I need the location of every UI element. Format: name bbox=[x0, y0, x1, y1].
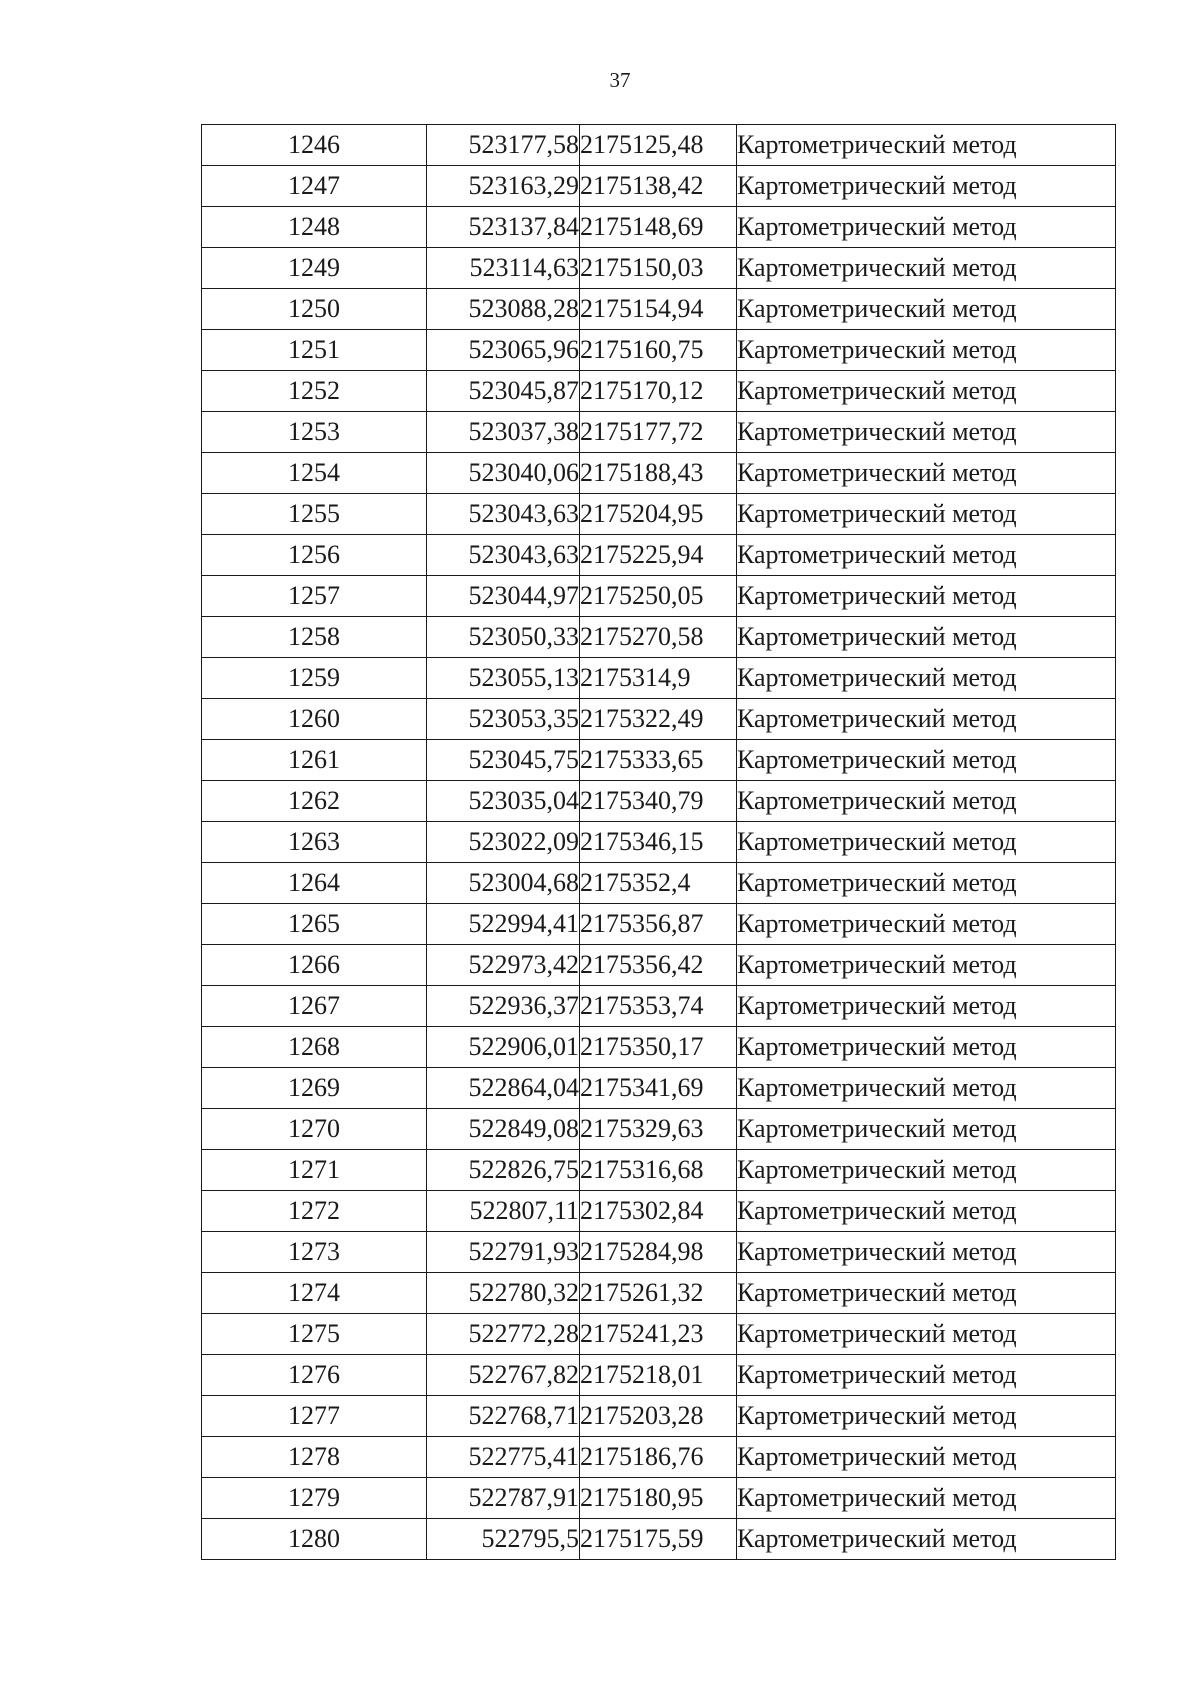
method-cell: Картометрический метод bbox=[737, 658, 1116, 699]
y-coordinate-cell: 2175353,74 bbox=[580, 986, 737, 1027]
point-number-cell: 1248 bbox=[202, 207, 427, 248]
table-row bbox=[202, 1273, 1116, 1314]
x-coordinate-cell: 522826,75 bbox=[427, 1150, 580, 1191]
method-cell: Картометрический метод bbox=[737, 248, 1116, 289]
y-coordinate-cell: 2175148,69 bbox=[580, 207, 737, 248]
table-row bbox=[202, 1437, 1116, 1478]
x-coordinate-cell: 523043,63 bbox=[427, 535, 580, 576]
method-cell: Картометрический метод bbox=[737, 1232, 1116, 1273]
y-coordinate-cell: 2175284,98 bbox=[580, 1232, 737, 1273]
x-coordinate-cell: 522849,08 bbox=[427, 1109, 580, 1150]
x-coordinate-cell: 522994,41 bbox=[427, 904, 580, 945]
y-coordinate-cell: 2175302,84 bbox=[580, 1191, 737, 1232]
point-number-cell: 1251 bbox=[202, 330, 427, 371]
x-coordinate-cell: 523137,84 bbox=[427, 207, 580, 248]
method-cell: Картометрический метод bbox=[737, 125, 1116, 166]
x-coordinate-cell: 523043,63 bbox=[427, 494, 580, 535]
method-cell: Картометрический метод bbox=[737, 1068, 1116, 1109]
method-cell: Картометрический метод bbox=[737, 1355, 1116, 1396]
point-number-cell: 1249 bbox=[202, 248, 427, 289]
table-row bbox=[202, 617, 1116, 658]
point-number-cell: 1264 bbox=[202, 863, 427, 904]
x-coordinate-cell: 523044,97 bbox=[427, 576, 580, 617]
x-coordinate-cell: 523035,04 bbox=[427, 781, 580, 822]
method-cell: Картометрический метод bbox=[737, 494, 1116, 535]
table-row bbox=[202, 330, 1116, 371]
method-cell: Картометрический метод bbox=[737, 412, 1116, 453]
table-row bbox=[202, 125, 1116, 166]
x-coordinate-cell: 523088,28 bbox=[427, 289, 580, 330]
y-coordinate-cell: 2175356,87 bbox=[580, 904, 737, 945]
point-number-cell: 1277 bbox=[202, 1396, 427, 1437]
y-coordinate-cell: 2175160,75 bbox=[580, 330, 737, 371]
table-row bbox=[202, 904, 1116, 945]
method-cell: Картометрический метод bbox=[737, 535, 1116, 576]
method-cell: Картометрический метод bbox=[737, 986, 1116, 1027]
point-number-cell: 1263 bbox=[202, 822, 427, 863]
point-number-cell: 1268 bbox=[202, 1027, 427, 1068]
x-coordinate-cell: 523045,75 bbox=[427, 740, 580, 781]
point-number-cell: 1278 bbox=[202, 1437, 427, 1478]
page-number: 37 bbox=[609, 68, 631, 92]
y-coordinate-cell: 2175203,28 bbox=[580, 1396, 737, 1437]
y-coordinate-cell: 2175316,68 bbox=[580, 1150, 737, 1191]
method-cell: Картометрический метод bbox=[737, 1437, 1116, 1478]
point-number-cell: 1274 bbox=[202, 1273, 427, 1314]
method-cell: Картометрический метод bbox=[737, 1519, 1116, 1560]
table-row bbox=[202, 166, 1116, 207]
point-number-cell: 1258 bbox=[202, 617, 427, 658]
x-coordinate-cell: 522768,71 bbox=[427, 1396, 580, 1437]
y-coordinate-cell: 2175175,59 bbox=[580, 1519, 737, 1560]
table-row bbox=[202, 986, 1116, 1027]
y-coordinate-cell: 2175250,05 bbox=[580, 576, 737, 617]
x-coordinate-cell: 522767,82 bbox=[427, 1355, 580, 1396]
point-number-cell: 1253 bbox=[202, 412, 427, 453]
method-cell: Картометрический метод bbox=[737, 207, 1116, 248]
table-row bbox=[202, 535, 1116, 576]
point-number-cell: 1259 bbox=[202, 658, 427, 699]
y-coordinate-cell: 2175340,79 bbox=[580, 781, 737, 822]
method-cell: Картометрический метод bbox=[737, 617, 1116, 658]
point-number-cell: 1254 bbox=[202, 453, 427, 494]
point-number-cell: 1260 bbox=[202, 699, 427, 740]
method-cell: Картометрический метод bbox=[737, 1191, 1116, 1232]
table-row bbox=[202, 412, 1116, 453]
point-number-cell: 1279 bbox=[202, 1478, 427, 1519]
y-coordinate-cell: 2175225,94 bbox=[580, 535, 737, 576]
point-number-cell: 1265 bbox=[202, 904, 427, 945]
method-cell: Картометрический метод bbox=[737, 1478, 1116, 1519]
method-cell: Картометрический метод bbox=[737, 576, 1116, 617]
method-cell: Картометрический метод bbox=[737, 330, 1116, 371]
method-cell: Картометрический метод bbox=[737, 289, 1116, 330]
table-row bbox=[202, 207, 1116, 248]
y-coordinate-cell: 2175218,01 bbox=[580, 1355, 737, 1396]
table-row bbox=[202, 1519, 1116, 1560]
x-coordinate-cell: 522795,5 bbox=[427, 1519, 580, 1560]
method-cell: Картометрический метод bbox=[737, 1109, 1116, 1150]
x-coordinate-cell: 522780,32 bbox=[427, 1273, 580, 1314]
table-row bbox=[202, 658, 1116, 699]
table-row bbox=[202, 1109, 1116, 1150]
method-cell: Картометрический метод bbox=[737, 371, 1116, 412]
point-number-cell: 1269 bbox=[202, 1068, 427, 1109]
method-cell: Картометрический метод bbox=[737, 699, 1116, 740]
method-cell: Картометрический метод bbox=[737, 863, 1116, 904]
y-coordinate-cell: 2175350,17 bbox=[580, 1027, 737, 1068]
point-number-cell: 1273 bbox=[202, 1232, 427, 1273]
method-cell: Картометрический метод bbox=[737, 1150, 1116, 1191]
y-coordinate-cell: 2175170,12 bbox=[580, 371, 737, 412]
x-coordinate-cell: 523055,13 bbox=[427, 658, 580, 699]
x-coordinate-cell: 522906,01 bbox=[427, 1027, 580, 1068]
method-cell: Картометрический метод bbox=[737, 945, 1116, 986]
table-row bbox=[202, 740, 1116, 781]
x-coordinate-cell: 522791,93 bbox=[427, 1232, 580, 1273]
point-number-cell: 1255 bbox=[202, 494, 427, 535]
table-row bbox=[202, 1355, 1116, 1396]
table-row bbox=[202, 1478, 1116, 1519]
method-cell: Картометрический метод bbox=[737, 822, 1116, 863]
point-number-cell: 1272 bbox=[202, 1191, 427, 1232]
y-coordinate-cell: 2175241,23 bbox=[580, 1314, 737, 1355]
x-coordinate-cell: 522772,28 bbox=[427, 1314, 580, 1355]
y-coordinate-cell: 2175125,48 bbox=[580, 125, 737, 166]
point-number-cell: 1276 bbox=[202, 1355, 427, 1396]
point-number-cell: 1270 bbox=[202, 1109, 427, 1150]
coordinates-table bbox=[201, 124, 1116, 1560]
table-row bbox=[202, 1150, 1116, 1191]
table-row bbox=[202, 1191, 1116, 1232]
table-row bbox=[202, 822, 1116, 863]
point-number-cell: 1280 bbox=[202, 1519, 427, 1560]
y-coordinate-cell: 2175341,69 bbox=[580, 1068, 737, 1109]
table-row bbox=[202, 289, 1116, 330]
y-coordinate-cell: 2175177,72 bbox=[580, 412, 737, 453]
method-cell: Картометрический метод bbox=[737, 904, 1116, 945]
point-number-cell: 1261 bbox=[202, 740, 427, 781]
table-row bbox=[202, 576, 1116, 617]
x-coordinate-cell: 523163,29 bbox=[427, 166, 580, 207]
y-coordinate-cell: 2175150,03 bbox=[580, 248, 737, 289]
x-coordinate-cell: 522775,41 bbox=[427, 1437, 580, 1478]
method-cell: Картометрический метод bbox=[737, 781, 1116, 822]
table-row bbox=[202, 945, 1116, 986]
method-cell: Картометрический метод bbox=[737, 166, 1116, 207]
table-row bbox=[202, 863, 1116, 904]
point-number-cell: 1275 bbox=[202, 1314, 427, 1355]
point-number-cell: 1256 bbox=[202, 535, 427, 576]
method-cell: Картометрический метод bbox=[737, 1273, 1116, 1314]
point-number-cell: 1257 bbox=[202, 576, 427, 617]
x-coordinate-cell: 523004,68 bbox=[427, 863, 580, 904]
point-number-cell: 1271 bbox=[202, 1150, 427, 1191]
point-number-cell: 1246 bbox=[202, 125, 427, 166]
table-row bbox=[202, 453, 1116, 494]
x-coordinate-cell: 522973,42 bbox=[427, 945, 580, 986]
table-row bbox=[202, 248, 1116, 289]
x-coordinate-cell: 523022,09 bbox=[427, 822, 580, 863]
table-row bbox=[202, 1396, 1116, 1437]
x-coordinate-cell: 523177,58 bbox=[427, 125, 580, 166]
point-number-cell: 1247 bbox=[202, 166, 427, 207]
table-row bbox=[202, 1314, 1116, 1355]
table-row bbox=[202, 371, 1116, 412]
y-coordinate-cell: 2175314,9 bbox=[580, 658, 737, 699]
method-cell: Картометрический метод bbox=[737, 1314, 1116, 1355]
point-number-cell: 1250 bbox=[202, 289, 427, 330]
x-coordinate-cell: 523050,33 bbox=[427, 617, 580, 658]
point-number-cell: 1267 bbox=[202, 986, 427, 1027]
y-coordinate-cell: 2175333,65 bbox=[580, 740, 737, 781]
x-coordinate-cell: 522787,91 bbox=[427, 1478, 580, 1519]
y-coordinate-cell: 2175154,94 bbox=[580, 289, 737, 330]
table-row bbox=[202, 494, 1116, 535]
y-coordinate-cell: 2175322,49 bbox=[580, 699, 737, 740]
table-row bbox=[202, 1068, 1116, 1109]
y-coordinate-cell: 2175329,63 bbox=[580, 1109, 737, 1150]
x-coordinate-cell: 522807,11 bbox=[427, 1191, 580, 1232]
x-coordinate-cell: 523040,06 bbox=[427, 453, 580, 494]
table-row bbox=[202, 1027, 1116, 1068]
method-cell: Картометрический метод bbox=[737, 1027, 1116, 1068]
x-coordinate-cell: 523045,87 bbox=[427, 371, 580, 412]
y-coordinate-cell: 2175180,95 bbox=[580, 1478, 737, 1519]
y-coordinate-cell: 2175346,15 bbox=[580, 822, 737, 863]
x-coordinate-cell: 523114,63 bbox=[427, 248, 580, 289]
y-coordinate-cell: 2175261,32 bbox=[580, 1273, 737, 1314]
y-coordinate-cell: 2175352,4 bbox=[580, 863, 737, 904]
y-coordinate-cell: 2175188,43 bbox=[580, 453, 737, 494]
x-coordinate-cell: 522936,37 bbox=[427, 986, 580, 1027]
y-coordinate-cell: 2175270,58 bbox=[580, 617, 737, 658]
x-coordinate-cell: 523053,35 bbox=[427, 699, 580, 740]
y-coordinate-cell: 2175138,42 bbox=[580, 166, 737, 207]
y-coordinate-cell: 2175356,42 bbox=[580, 945, 737, 986]
table-row bbox=[202, 1232, 1116, 1273]
y-coordinate-cell: 2175204,95 bbox=[580, 494, 737, 535]
table-row bbox=[202, 781, 1116, 822]
coordinates-table-body bbox=[202, 125, 1116, 1560]
point-number-cell: 1266 bbox=[202, 945, 427, 986]
method-cell: Картометрический метод bbox=[737, 453, 1116, 494]
x-coordinate-cell: 523065,96 bbox=[427, 330, 580, 371]
point-number-cell: 1262 bbox=[202, 781, 427, 822]
point-number-cell: 1252 bbox=[202, 371, 427, 412]
table-row bbox=[202, 699, 1116, 740]
method-cell: Картометрический метод bbox=[737, 740, 1116, 781]
x-coordinate-cell: 523037,38 bbox=[427, 412, 580, 453]
method-cell: Картометрический метод bbox=[737, 1396, 1116, 1437]
x-coordinate-cell: 522864,04 bbox=[427, 1068, 580, 1109]
y-coordinate-cell: 2175186,76 bbox=[580, 1437, 737, 1478]
